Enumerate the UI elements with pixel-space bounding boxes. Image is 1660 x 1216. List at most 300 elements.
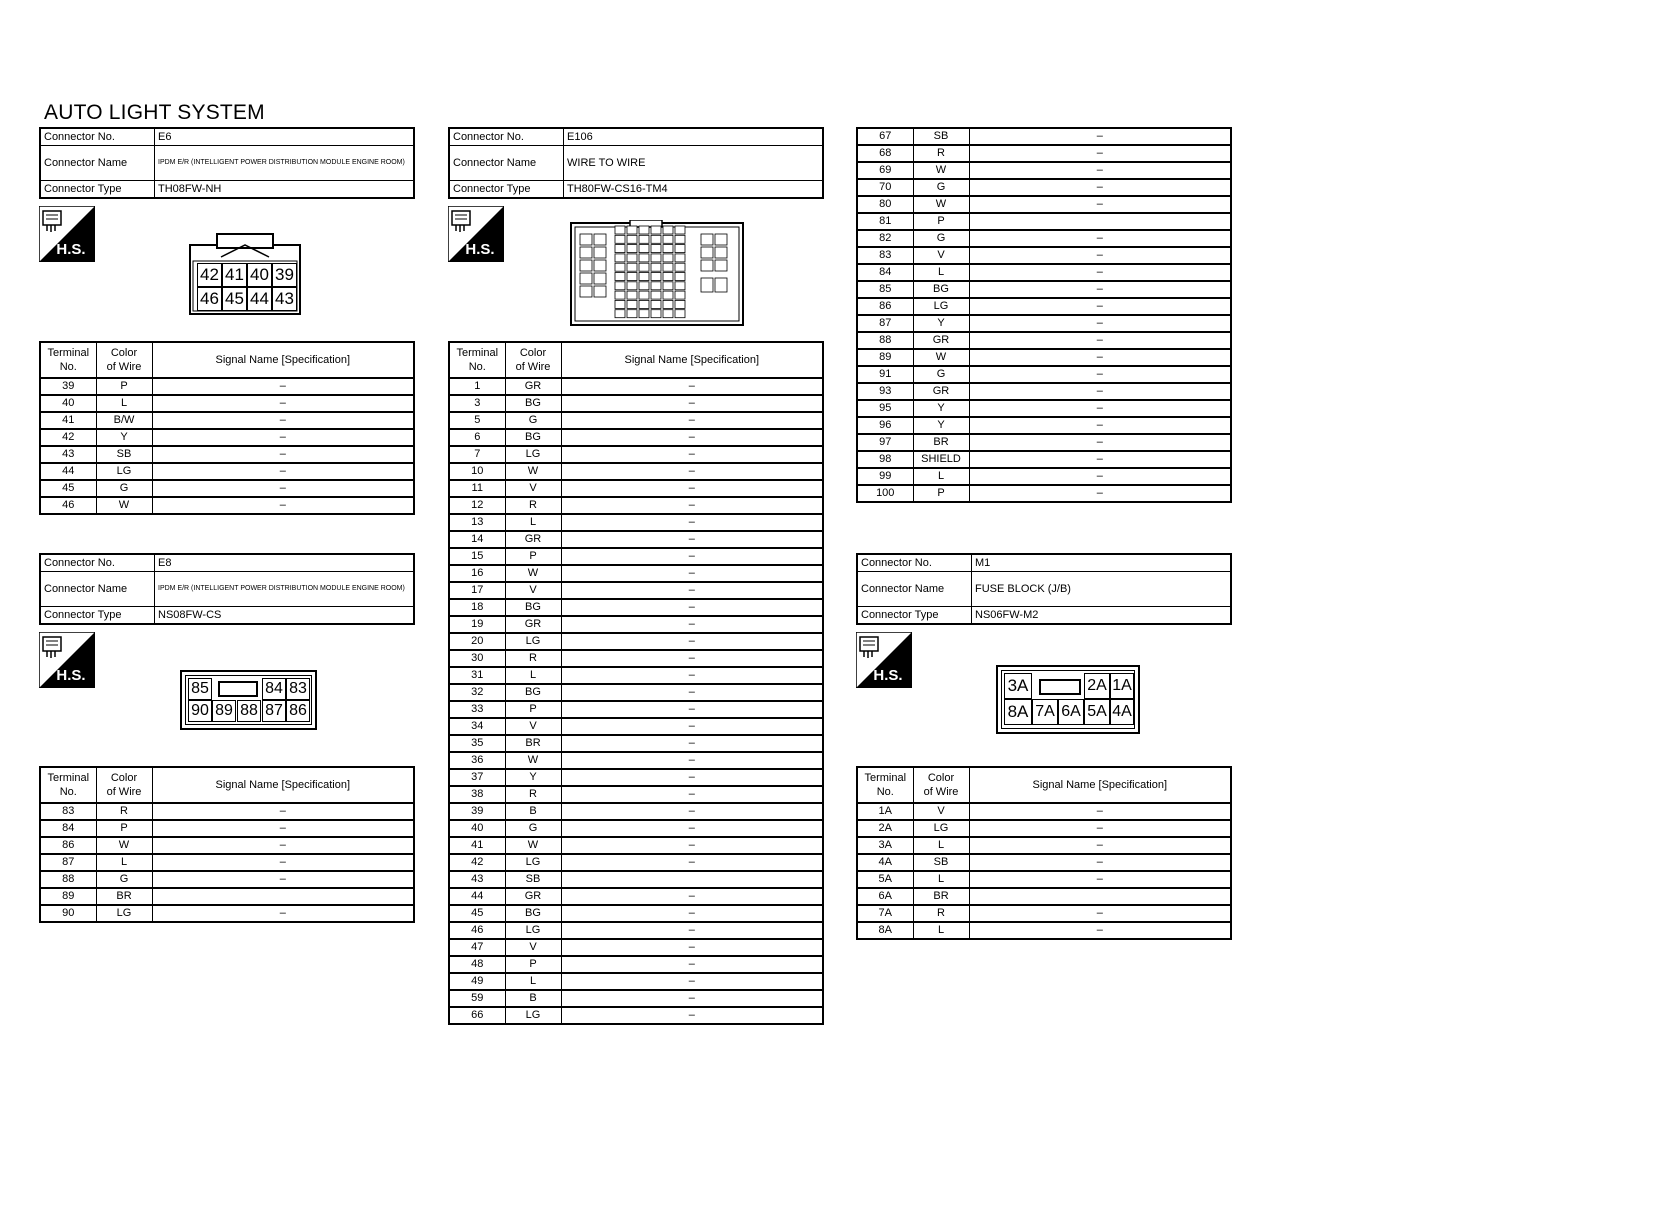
connector-lock (1039, 679, 1081, 695)
table-row (449, 939, 823, 956)
signal-name-cell: – (152, 446, 414, 463)
pin-43: 43 (272, 287, 297, 311)
wire-color-cell: V (505, 718, 561, 735)
wire-color-cell: P (913, 213, 969, 230)
wire-color-cell: LG (505, 446, 561, 463)
signal-name-cell: – (969, 434, 1231, 451)
terminal-no-cell: 49 (449, 973, 505, 990)
signal-name-cell: – (561, 650, 823, 667)
wire-color-cell: W (913, 162, 969, 179)
signal-name-cell: – (969, 485, 1231, 502)
signal-name-cell: – (561, 735, 823, 752)
wire-color-cell: W (505, 837, 561, 854)
table-row (40, 463, 414, 480)
signal-name-cell: – (152, 871, 414, 888)
wire-color-cell: BG (505, 395, 561, 412)
signal-name-cell: – (969, 128, 1231, 145)
wire-color-cell: W (505, 752, 561, 769)
signal-name-cell: – (152, 463, 414, 480)
pin-40: 40 (247, 263, 272, 287)
terminal-no-cell: 43 (449, 871, 505, 888)
wire-color-cell: L (913, 264, 969, 281)
signal-name-cell: – (969, 820, 1231, 837)
terminal-no-cell: 43 (40, 446, 96, 463)
table-row (857, 179, 1231, 196)
connector-type-label: Connector Type (449, 181, 564, 199)
wire-color-cell: W (96, 837, 152, 854)
signal-name-cell: – (969, 922, 1231, 939)
table-row (40, 854, 414, 871)
connector-info-e6 (39, 127, 415, 199)
page-title: AUTO LIGHT SYSTEM (44, 101, 265, 124)
signal-name-cell: – (561, 565, 823, 582)
terminal-no-cell: 37 (449, 769, 505, 786)
wire-color-cell: R (913, 905, 969, 922)
terminal-no-cell: 7A (857, 905, 913, 922)
table-row (857, 888, 1231, 905)
signal-name-cell: – (152, 497, 414, 514)
table-row (857, 162, 1231, 179)
table-row (857, 871, 1231, 888)
signal-name-cell: – (969, 417, 1231, 434)
wire-color-header: Color of Wire (96, 342, 152, 378)
pin-5a: 5A (1084, 699, 1110, 725)
signal-name-cell: – (561, 446, 823, 463)
pin-89: 89 (212, 700, 236, 722)
table-row (449, 956, 823, 973)
signal-name-cell: – (561, 820, 823, 837)
terminal-no-cell: 47 (449, 939, 505, 956)
terminal-no-cell: 10 (449, 463, 505, 480)
table-row (40, 837, 414, 854)
wire-color-cell: G (96, 480, 152, 497)
terminal-no-header: Terminal No. (40, 767, 96, 803)
connector-type-value: NS06FW-M2 (972, 607, 1232, 625)
table-row (449, 871, 823, 888)
terminal-no-cell: 2A (857, 820, 913, 837)
connector-type-value: NS08FW-CS (155, 607, 415, 625)
terminal-no-cell: 99 (857, 468, 913, 485)
signal-name-cell: – (561, 497, 823, 514)
table-row (857, 247, 1231, 264)
pin-90: 90 (188, 700, 212, 722)
wire-color-cell: GR (505, 616, 561, 633)
table-row (449, 973, 823, 990)
wire-color-cell: GR (505, 378, 561, 395)
wire-color-cell: BG (505, 429, 561, 446)
signal-name-header: Signal Name [Specification] (152, 767, 414, 803)
terminal-no-cell: 33 (449, 701, 505, 718)
connector-no-value: E106 (564, 128, 824, 146)
terminal-no-cell: 30 (449, 650, 505, 667)
hs-label: H.S. (56, 241, 86, 258)
terminal-no-cell: 45 (449, 905, 505, 922)
wire-color-cell: BR (96, 888, 152, 905)
terminal-no-cell: 69 (857, 162, 913, 179)
terminal-no-cell: 89 (857, 349, 913, 366)
wire-color-cell: G (505, 412, 561, 429)
signal-name-cell (561, 871, 823, 888)
table-row (449, 531, 823, 548)
signal-name-cell (969, 888, 1231, 905)
table-row (857, 417, 1231, 434)
terminal-no-cell: 18 (449, 599, 505, 616)
table-row (857, 922, 1231, 939)
wire-color-cell: L (505, 514, 561, 531)
terminal-no-cell: 44 (40, 463, 96, 480)
connector-no-value: E6 (155, 128, 415, 146)
terminal-no-cell: 12 (449, 497, 505, 514)
signal-name-cell: – (561, 973, 823, 990)
table-row (449, 922, 823, 939)
terminal-no-cell: 11 (449, 480, 505, 497)
wire-color-cell: V (505, 582, 561, 599)
terminal-no-cell: 45 (40, 480, 96, 497)
signal-name-cell: – (561, 531, 823, 548)
connector-e106-diagram (570, 220, 744, 328)
connector-name-label: Connector Name (449, 146, 564, 181)
svg-text:H.S.: H.S. (873, 667, 903, 684)
connector-e6-diagram (189, 233, 301, 315)
terminal-no-cell: 48 (449, 956, 505, 973)
table-row (449, 854, 823, 871)
table-row (449, 616, 823, 633)
terminal-no-cell: 40 (40, 395, 96, 412)
pin-1a: 1A (1110, 673, 1134, 699)
terminal-table-e6 (39, 341, 415, 515)
terminal-no-cell: 31 (449, 667, 505, 684)
signal-name-cell: – (969, 400, 1231, 417)
table-row (449, 582, 823, 599)
signal-name-cell: – (561, 905, 823, 922)
table-row (40, 803, 414, 820)
terminal-no-cell: 97 (857, 434, 913, 451)
wire-color-cell: W (913, 196, 969, 213)
terminal-no-cell: 13 (449, 514, 505, 531)
signal-name-cell: – (561, 939, 823, 956)
table-row (40, 820, 414, 837)
wire-color-cell: R (505, 786, 561, 803)
signal-name-cell: – (969, 871, 1231, 888)
wire-color-cell: BG (913, 281, 969, 298)
table-row (857, 264, 1231, 281)
signal-name-cell: – (152, 803, 414, 820)
terminal-no-cell: 1 (449, 378, 505, 395)
terminal-no-header: Terminal No. (449, 342, 505, 378)
wire-color-cell: B (505, 990, 561, 1007)
pin-44: 44 (247, 287, 272, 311)
wire-color-cell: L (505, 667, 561, 684)
table-row (857, 383, 1231, 400)
signal-name-cell: – (561, 990, 823, 1007)
pin-86: 86 (286, 700, 310, 722)
wire-color-header: Color of Wire (913, 767, 969, 803)
signal-name-cell: – (561, 922, 823, 939)
terminal-table-e106-continued (856, 127, 1232, 503)
signal-name-cell: – (561, 378, 823, 395)
signal-name-cell: – (561, 582, 823, 599)
pin-6a: 6A (1058, 699, 1084, 725)
wire-color-cell: G (96, 871, 152, 888)
wire-color-cell: GR (913, 332, 969, 349)
signal-name-cell: – (152, 429, 414, 446)
signal-name-cell (152, 888, 414, 905)
terminal-no-cell: 67 (857, 128, 913, 145)
signal-name-cell: – (969, 383, 1231, 400)
table-row (40, 412, 414, 429)
signal-name-cell: – (561, 803, 823, 820)
wire-color-cell: B (505, 803, 561, 820)
table-row (449, 463, 823, 480)
terminal-no-cell: 88 (40, 871, 96, 888)
terminal-no-cell: 8A (857, 922, 913, 939)
signal-name-cell: – (969, 179, 1231, 196)
signal-name-cell: – (561, 412, 823, 429)
signal-name-header: Signal Name [Specification] (969, 767, 1231, 803)
signal-name-cell: – (969, 837, 1231, 854)
terminal-no-cell: 98 (857, 451, 913, 468)
wire-color-cell: G (913, 366, 969, 383)
wire-color-cell: LG (913, 298, 969, 315)
table-row (40, 480, 414, 497)
table-row (449, 548, 823, 565)
wire-color-cell: B/W (96, 412, 152, 429)
terminal-no-cell: 100 (857, 485, 913, 502)
table-row (857, 803, 1231, 820)
terminal-no-cell: 34 (449, 718, 505, 735)
wire-color-cell: V (913, 247, 969, 264)
signal-name-cell: – (969, 162, 1231, 179)
terminal-no-cell: 86 (857, 298, 913, 315)
table-row (40, 395, 414, 412)
signal-name-cell: – (969, 803, 1231, 820)
wire-color-cell: BR (505, 735, 561, 752)
signal-name-cell: – (561, 769, 823, 786)
terminal-no-cell: 85 (857, 281, 913, 298)
wire-color-cell: L (913, 922, 969, 939)
wire-color-header: Color of Wire (505, 342, 561, 378)
table-row (449, 1007, 823, 1024)
wire-color-cell: Y (913, 400, 969, 417)
table-row (449, 667, 823, 684)
signal-name-cell: – (561, 514, 823, 531)
table-row (857, 434, 1231, 451)
terminal-no-cell: 95 (857, 400, 913, 417)
table-row (449, 820, 823, 837)
terminal-no-cell: 87 (40, 854, 96, 871)
signal-name-cell: – (152, 378, 414, 395)
terminal-no-cell: 66 (449, 1007, 505, 1024)
signal-name-cell: – (969, 281, 1231, 298)
table-row (40, 497, 414, 514)
pin-85: 85 (188, 678, 212, 700)
terminal-no-cell: 89 (40, 888, 96, 905)
terminal-no-cell: 84 (40, 820, 96, 837)
signal-name-cell: – (969, 264, 1231, 281)
wire-color-cell: BG (505, 599, 561, 616)
harness-side-icon (39, 206, 95, 262)
table-row (449, 514, 823, 531)
terminal-no-cell: 5A (857, 871, 913, 888)
terminal-no-cell: 3 (449, 395, 505, 412)
table-row (857, 230, 1231, 247)
signal-name-cell: – (969, 854, 1231, 871)
terminal-no-cell: 4A (857, 854, 913, 871)
wire-color-cell: W (505, 565, 561, 582)
wire-color-cell: SB (505, 871, 561, 888)
wire-color-cell: GR (913, 383, 969, 400)
signal-name-cell: – (152, 820, 414, 837)
harness-side-icon (856, 632, 912, 688)
terminal-no-cell: 80 (857, 196, 913, 213)
terminal-no-cell: 6A (857, 888, 913, 905)
pin-84: 84 (262, 678, 286, 700)
table-row (857, 400, 1231, 417)
wire-color-cell: LG (96, 463, 152, 480)
connector-type-label: Connector Type (40, 181, 155, 199)
table-row (449, 752, 823, 769)
wire-color-cell: W (913, 349, 969, 366)
wire-color-cell: G (913, 179, 969, 196)
wire-color-cell: G (913, 230, 969, 247)
wire-color-cell: P (505, 701, 561, 718)
pin-2a: 2A (1084, 673, 1110, 699)
wire-color-cell: L (913, 837, 969, 854)
connector-no-label: Connector No. (449, 128, 564, 146)
table-row (449, 429, 823, 446)
table-row (857, 315, 1231, 332)
terminal-no-cell: 39 (449, 803, 505, 820)
terminal-no-cell: 86 (40, 837, 96, 854)
connector-e8-diagram (180, 670, 317, 730)
signal-name-cell: – (969, 332, 1231, 349)
signal-name-cell: – (561, 548, 823, 565)
table-row (449, 412, 823, 429)
wire-color-cell: L (505, 973, 561, 990)
table-row (40, 446, 414, 463)
pin-7a: 7A (1032, 699, 1058, 725)
terminal-no-header: Terminal No. (857, 767, 913, 803)
signal-name-cell: – (561, 752, 823, 769)
table-row (857, 854, 1231, 871)
terminal-no-cell: 93 (857, 383, 913, 400)
connector-m1-diagram (996, 665, 1140, 734)
wire-color-cell: Y (913, 315, 969, 332)
signal-name-cell: – (561, 718, 823, 735)
wire-color-cell: P (96, 378, 152, 395)
pin-3a: 3A (1004, 673, 1032, 699)
terminal-no-cell: 6 (449, 429, 505, 446)
wire-color-cell: SHIELD (913, 451, 969, 468)
terminal-no-cell: 17 (449, 582, 505, 599)
wire-color-cell: SB (96, 446, 152, 463)
terminal-no-header: Terminal No. (40, 342, 96, 378)
connector-info-m1 (856, 553, 1232, 625)
signal-name-cell: – (969, 230, 1231, 247)
signal-name-cell: – (561, 429, 823, 446)
terminal-no-cell: 1A (857, 803, 913, 820)
wire-color-cell: Y (96, 429, 152, 446)
table-row (857, 298, 1231, 315)
table-row (857, 213, 1231, 230)
terminal-table-m1 (856, 766, 1232, 940)
connector-no-value: E8 (155, 554, 415, 572)
table-row (449, 378, 823, 395)
wire-color-cell: Y (913, 417, 969, 434)
signal-name-cell: – (561, 701, 823, 718)
connector-info-e106 (448, 127, 824, 199)
terminal-no-cell: 39 (40, 378, 96, 395)
table-row (857, 837, 1231, 854)
terminal-no-cell: 82 (857, 230, 913, 247)
wire-color-cell: L (96, 395, 152, 412)
terminal-no-cell: 46 (40, 497, 96, 514)
wire-color-cell: P (96, 820, 152, 837)
wire-color-cell: LG (913, 820, 969, 837)
signal-name-header: Signal Name [Specification] (561, 342, 823, 378)
pin-45: 45 (222, 287, 247, 311)
table-row (40, 429, 414, 446)
connector-type-value: TH08FW-NH (155, 181, 415, 199)
signal-name-cell: – (561, 684, 823, 701)
pin-87: 87 (262, 700, 286, 722)
wire-color-cell: V (505, 480, 561, 497)
table-row (449, 684, 823, 701)
terminal-no-cell: 40 (449, 820, 505, 837)
table-row (449, 803, 823, 820)
signal-name-cell: – (561, 599, 823, 616)
connector-name-value: WIRE TO WIRE (564, 146, 824, 181)
signal-name-cell: – (561, 633, 823, 650)
terminal-no-cell: 7 (449, 446, 505, 463)
signal-name-cell: – (561, 837, 823, 854)
table-row (449, 837, 823, 854)
terminal-table-e8 (39, 766, 415, 923)
terminal-no-cell: 3A (857, 837, 913, 854)
wire-color-cell: P (505, 956, 561, 973)
connector-name-label: Connector Name (40, 572, 155, 607)
terminal-no-cell: 38 (449, 786, 505, 803)
table-row (449, 888, 823, 905)
wire-color-cell: P (913, 485, 969, 502)
table-row (449, 905, 823, 922)
connector-no-label: Connector No. (40, 128, 155, 146)
terminal-no-cell: 59 (449, 990, 505, 1007)
table-row (449, 735, 823, 752)
table-row (449, 701, 823, 718)
terminal-no-cell: 41 (40, 412, 96, 429)
pin-46: 46 (197, 287, 222, 311)
wire-color-cell: W (505, 463, 561, 480)
signal-name-cell: – (969, 247, 1231, 264)
table-row (449, 718, 823, 735)
terminal-no-cell: 19 (449, 616, 505, 633)
table-row (857, 349, 1231, 366)
signal-name-cell: – (969, 298, 1231, 315)
connector-no-label: Connector No. (857, 554, 972, 572)
harness-side-icon (39, 632, 95, 688)
wire-color-cell: R (96, 803, 152, 820)
table-row (857, 281, 1231, 298)
wire-color-cell: Y (505, 769, 561, 786)
terminal-no-cell: 42 (40, 429, 96, 446)
terminal-no-cell: 68 (857, 145, 913, 162)
harness-side-icon (448, 206, 504, 262)
pin-4a: 4A (1110, 699, 1134, 725)
pin-8a: 8A (1004, 699, 1032, 725)
signal-name-cell: – (152, 837, 414, 854)
terminal-no-cell: 84 (857, 264, 913, 281)
